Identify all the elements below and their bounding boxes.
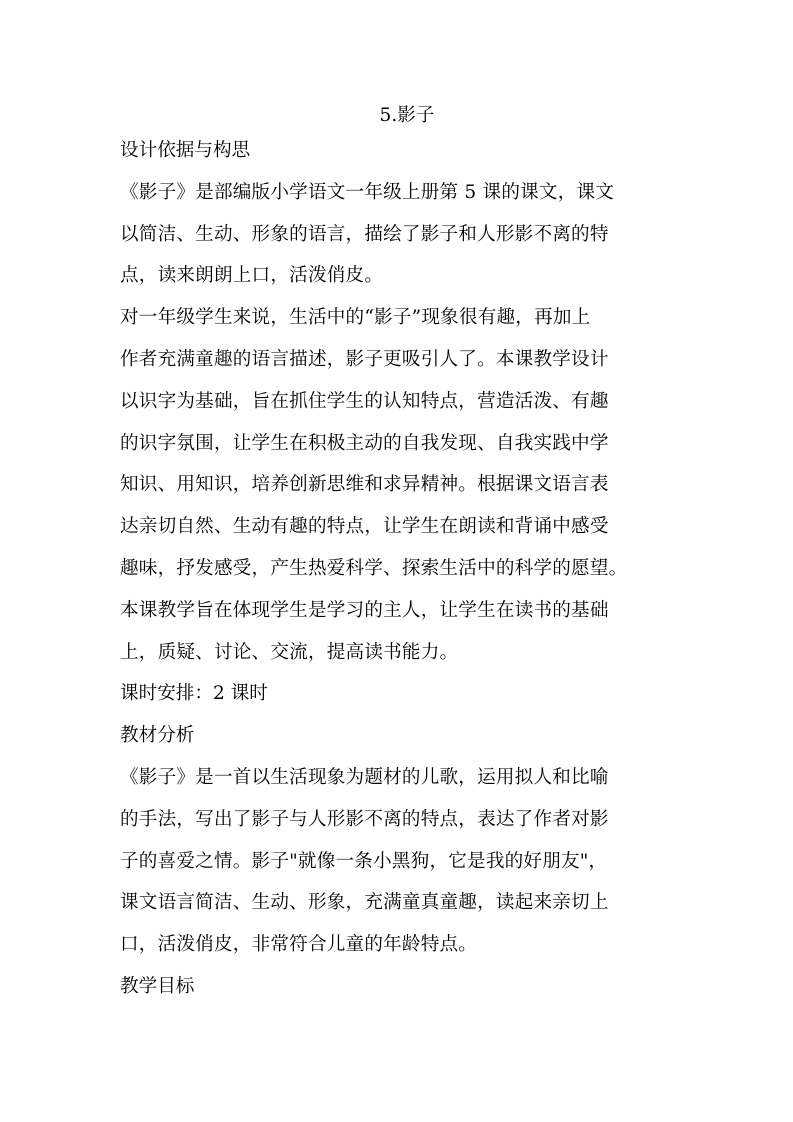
paragraph xyxy=(120,172,680,297)
section-heading-teaching-goals: 教学目标 xyxy=(120,975,195,997)
text-line: 《影子》是一首以生活现象为题材的儿歌，运用拟人和比喻 xyxy=(120,766,609,788)
text-line: 达亲切自然、生动有趣的特点，让学生在朗读和背诵中感受 xyxy=(120,516,609,538)
text-line: 趣味，抒发感受，产生热爱科学、探索生活中的科学的愿望。 xyxy=(120,557,628,579)
section-heading-design-basis: 设计依据与构思 xyxy=(120,140,251,161)
document-body xyxy=(120,101,680,1008)
paragraph xyxy=(120,297,680,673)
text-line: 口，活泼俏皮，非常符合儿童的年龄特点。 xyxy=(120,934,478,956)
text-line: 课文语言简洁、生动、形象，充满童真童趣，读起来亲切上 xyxy=(120,892,609,914)
paragraph xyxy=(120,757,680,966)
text-line: 知识、用知识，培养创新思维和求异精神。根据课文语言表 xyxy=(120,474,609,496)
section-heading-text-analysis: 教材分析 xyxy=(120,725,195,747)
text-line: 本课教学旨在体现学生是学习的主人，让学生在读书的基础 xyxy=(120,599,609,621)
text-line: 以简洁、生动、形象的语言，描绘了影子和人形影不离的特 xyxy=(120,223,609,245)
section-heading-lesson-schedule: 课时安排：2 课时 xyxy=(120,683,268,705)
text-line: 《影子》是部编版小学语文一年级上册第 5 课的课文，课文 xyxy=(120,181,615,203)
text-line: 以识字为基础，旨在抓住学生的认知特点，营造活泼、有趣 xyxy=(120,390,609,412)
text-line: 上，质疑、讨论、交流，提高读书能力。 xyxy=(120,641,459,663)
text-line: 作者充满童趣的语言描述，影子更吸引人了。本课教学设计 xyxy=(120,348,609,370)
text-line: 点，读来朗朗上口，活泼俏皮。 xyxy=(120,265,384,287)
text-line: 对一年级学生来说，生活中的“影子”现象很有趣，再加上 xyxy=(120,307,591,329)
document-title: 5.影子 xyxy=(379,105,435,126)
text-line: 的手法，写出了影子与人形影不离的特点，表达了作者对影 xyxy=(120,808,609,830)
text-line: 子的喜爱之情。影子"就像一条小黑狗，它是我的好朋友"， xyxy=(120,850,608,872)
text-line: 的识字氛围，让学生在积极主动的自我发现、自我实践中学 xyxy=(120,432,609,454)
